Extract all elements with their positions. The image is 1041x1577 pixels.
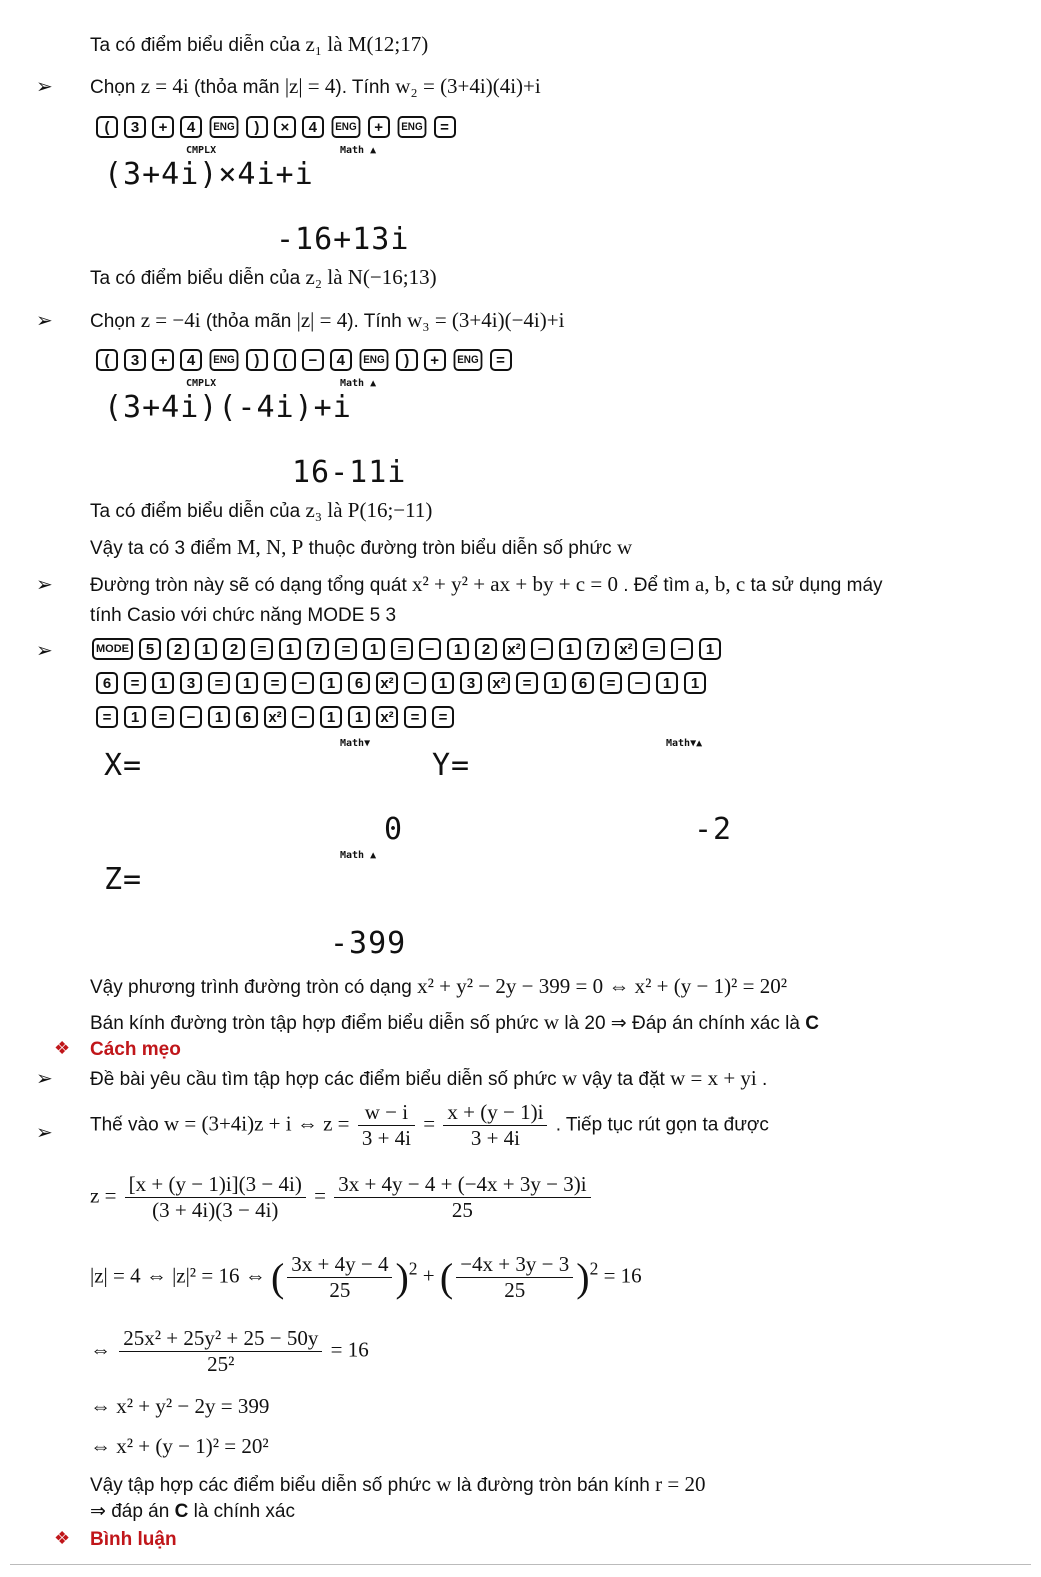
diamond-bullet-icon: ❖ (54, 1038, 71, 1058)
text-line: Ta có điểm biểu diễn của z₂ là N(−16;13) (90, 265, 437, 289)
calculator-key: 4 (330, 349, 352, 371)
arrow-bullet-icon: ➢ (36, 76, 53, 98)
text-line: Vậy phương trình đường tròn có dạng x² + y² − 2y − 399 = 0 ⇔ x² + (y − 1)² = 20² (90, 974, 787, 998)
lcd-expression: (3+4i)×4i+i (104, 157, 314, 192)
calculator-key: ENG (453, 349, 482, 371)
calculator-key: x² (488, 672, 510, 694)
lcd-indicator: CMPLX (186, 145, 217, 156)
calculator-key: 3 (460, 672, 482, 694)
calculator-key: ( (96, 116, 118, 138)
text-line: Bán kính đường tròn tập hợp điểm biểu diễn số phức w là 20 ⇒ Đáp án chính xác là C (90, 1010, 819, 1034)
lcd-x-label: X= (104, 748, 143, 783)
calculator-key: MODE (92, 638, 133, 660)
text-line: Vậy tập hợp các điểm biểu diễn số phức w là đường tròn bán kính r = 20 (90, 1472, 706, 1496)
text-line: Chọn z = −4i (thỏa mãn |z| = 4). Tính w₃ = (3+4i)(−4i)+i (90, 308, 565, 332)
calculator-key: = (264, 672, 286, 694)
calculator-key: 2 (223, 638, 245, 660)
calculator-key: 1 (348, 706, 370, 728)
calculator-key: + (152, 349, 174, 371)
calculator-key: 3 (124, 349, 146, 371)
lcd-indicator: Math ▲ (340, 378, 377, 389)
calculator-key: = (490, 349, 512, 371)
calculator-key: 6 (572, 672, 594, 694)
calculator-key: × (274, 116, 296, 138)
calculator-key: ENG (397, 116, 426, 138)
equation: ⇔ x² + y² − 2y = 399 (90, 1394, 270, 1418)
calculator-key: − (671, 638, 693, 660)
calculator-key: 6 (96, 672, 118, 694)
calculator-key: x² (376, 706, 398, 728)
calculator-key: ) (246, 116, 268, 138)
calculator-key: + (152, 116, 174, 138)
calculator-key: 1 (544, 672, 566, 694)
equation: ⇔ x² + (y − 1)² = 20² (90, 1434, 269, 1458)
calculator-key: ENG (210, 349, 239, 371)
calculator-key: = (152, 706, 174, 728)
calculator-key: − (302, 349, 324, 371)
section-title: Bình luận (90, 1529, 177, 1550)
text-line: Thế vào w = (3+4i)z + i ⇔ z = $\frac{w - i}{3 + 4i}$ = $\frac{x + (y - 1)i}{3 + 4i}$ . Tiếp tục rút gọn ta được (90, 1100, 769, 1150)
lcd-y-label: Y= (432, 748, 471, 783)
calculator-key-sequence (96, 349, 512, 371)
text-line: Ta có điểm biểu diễn của z₃ là P(16;−11) (90, 498, 433, 522)
calculator-key: ( (96, 349, 118, 371)
lcd-x-value: 0 (384, 812, 404, 847)
lcd-indicator: Math▼▲ (666, 738, 703, 749)
text-line: Đề bài yêu cầu tìm tập hợp các điểm biểu diễn số phức w vậy ta đặt w = x + yi . (90, 1066, 768, 1090)
calculator-key: 1 (320, 706, 342, 728)
lcd-indicator: Math ▲ (340, 850, 377, 861)
calculator-key: 1 (236, 672, 258, 694)
text-line: Ta có điểm biểu diễn của z₁ là M(12;17) (90, 32, 429, 56)
calculator-key: = (404, 706, 426, 728)
calculator-key: 4 (302, 116, 324, 138)
calculator-key: 3 (180, 672, 202, 694)
lcd-indicator: CMPLX (186, 378, 217, 389)
text-line: Đường tròn này sẽ có dạng tổng quát x² + y² + ax + by + c = 0 . Để tìm a, b, c ta sử dụng máy (90, 572, 883, 596)
calculator-key: = (434, 116, 456, 138)
calculator-key: = (96, 706, 118, 728)
equation: ⇔ $\frac{\text{25x² + 25y² + 25 − 50y}}{\text{25²}}$ = 16 (90, 1326, 369, 1376)
arrow-bullet-icon: ➢ (36, 310, 53, 332)
calculator-key: − (531, 638, 553, 660)
calculator-key: 2 (475, 638, 497, 660)
calculator-key: = (124, 672, 146, 694)
calculator-key-sequence (96, 706, 454, 728)
calculator-key: 4 (180, 349, 202, 371)
calculator-key: − (180, 706, 202, 728)
lcd-result: -16+13i (276, 222, 410, 257)
lcd-result: 16-11i (292, 455, 407, 490)
calculator-key: ) (396, 349, 418, 371)
calculator-key: 1 (320, 672, 342, 694)
calculator-key: − (419, 638, 441, 660)
calculator-key: 1 (152, 672, 174, 694)
calculator-key: 2 (167, 638, 189, 660)
calculator-key: 7 (307, 638, 329, 660)
calculator-key: + (368, 116, 390, 138)
arrow-bullet-icon: ➢ (36, 1068, 53, 1090)
calculator-key: = (208, 672, 230, 694)
text-line: ⇒ đáp án C là chính xác (90, 1501, 296, 1522)
calculator-key: 7 (587, 638, 609, 660)
calculator-key: 1 (195, 638, 217, 660)
calculator-key: − (292, 672, 314, 694)
calculator-key-sequence (96, 672, 706, 694)
calculator-key: = (600, 672, 622, 694)
calculator-key: 3 (124, 116, 146, 138)
calculator-key: 4 (180, 116, 202, 138)
calculator-key: 1 (279, 638, 301, 660)
calculator-key: 1 (699, 638, 721, 660)
lcd-indicator: Math ▲ (340, 145, 377, 156)
lcd-z-value: -399 (330, 926, 407, 961)
section-title: Cách mẹo (90, 1039, 181, 1060)
calculator-key: 1 (208, 706, 230, 728)
lcd-y-value: -2 (694, 812, 733, 847)
calculator-key: 6 (348, 672, 370, 694)
calculator-key: + (424, 349, 446, 371)
calculator-key: 1 (432, 672, 454, 694)
text-line: tính Casio với chức năng MODE 5 3 (90, 605, 397, 626)
calculator-key-sequence (96, 116, 456, 138)
calculator-key: = (391, 638, 413, 660)
calculator-key: 6 (236, 706, 258, 728)
calculator-key: 1 (124, 706, 146, 728)
calculator-key: = (516, 672, 538, 694)
calculator-key: = (643, 638, 665, 660)
calculator-key: 1 (447, 638, 469, 660)
calculator-key: ( (274, 349, 296, 371)
calculator-key: x² (503, 638, 525, 660)
lcd-z-label: Z= (104, 862, 143, 897)
calculator-key: 1 (656, 672, 678, 694)
calculator-key: 1 (559, 638, 581, 660)
calculator-key: 1 (684, 672, 706, 694)
calculator-key: 1 (363, 638, 385, 660)
diamond-bullet-icon: ❖ (54, 1528, 71, 1548)
calculator-key: ENG (331, 116, 360, 138)
calculator-key: = (335, 638, 357, 660)
calculator-key: ) (246, 349, 268, 371)
calculator-key-sequence (92, 638, 721, 660)
calculator-key: − (404, 672, 426, 694)
calculator-key: = (432, 706, 454, 728)
lcd-indicator: Math▼ (340, 738, 371, 749)
text-line: Chọn z = 4i (thỏa mãn |z| = 4). Tính w₂ = (3+4i)(4i)+i (90, 74, 541, 98)
calculator-key: ENG (210, 116, 239, 138)
calculator-key: x² (615, 638, 637, 660)
calculator-key: x² (376, 672, 398, 694)
text-line: Vậy ta có 3 điểm M, N, P thuộc đường tròn biểu diễn số phức w (90, 535, 633, 559)
arrow-bullet-icon: ➢ (36, 1122, 53, 1144)
arrow-bullet-icon: ➢ (36, 574, 53, 596)
page-divider (10, 1564, 1031, 1565)
calculator-key: x² (264, 706, 286, 728)
calculator-key: 5 (139, 638, 161, 660)
arrow-bullet-icon: ➢ (36, 640, 53, 662)
equation: |z| = 4 ⇔ |z|² = 16 ⇔ ( $\frac{3x + 4y - 4}{25}$ )$^2$ + ( $\frac{-4x + 3y - 3}{25}$ )$^2$ = 16 (90, 1252, 642, 1302)
lcd-expression: (3+4i)(-4i)+i (104, 390, 352, 425)
calculator-key: ENG (359, 349, 388, 371)
equation: z = $\frac{[x + (y - 1)i](3 - 4i)}{(3 + 4i)(3 - 4i)}$ = $\frac{3x + 4y - 4 + (-4x + 3y - 3)i}{25}$ (90, 1172, 594, 1223)
calculator-key: − (292, 706, 314, 728)
calculator-key: − (628, 672, 650, 694)
calculator-key: = (251, 638, 273, 660)
